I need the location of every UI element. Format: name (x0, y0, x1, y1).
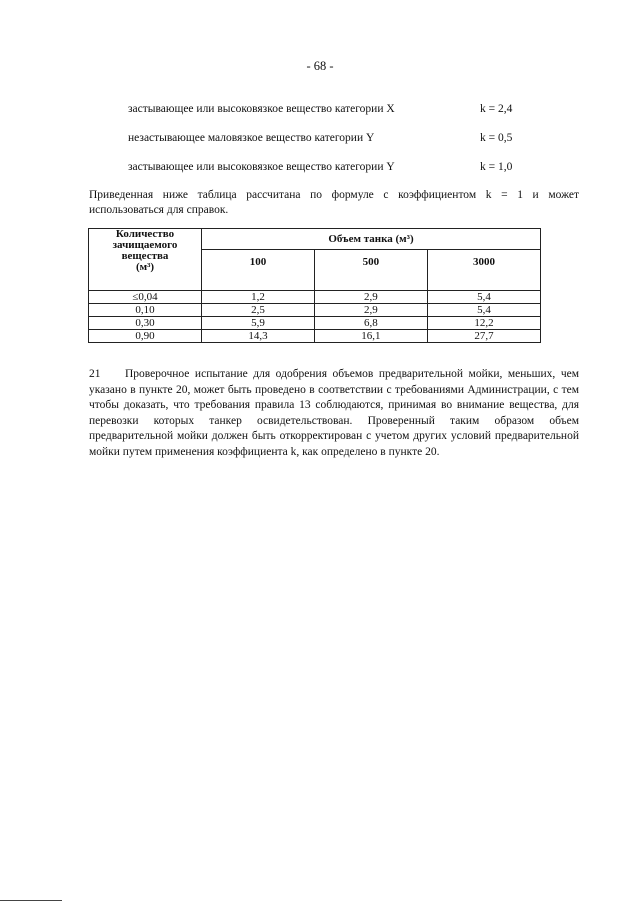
tank-size-header: 500 (314, 250, 427, 291)
qty-header: Количество зачищаемого вещества (м³) (89, 229, 202, 291)
table-row (89, 317, 541, 330)
table-row (89, 304, 541, 317)
k-line-substance: незастывающее маловязкое вещество категории Y (128, 132, 375, 144)
value-cell: 16,1 (314, 330, 427, 343)
k-line-substance: застывающее или высоковязкое вещество категории Y (128, 161, 395, 173)
value-cell: 2,5 (202, 304, 315, 317)
value-cell: 6,8 (314, 317, 427, 330)
value-cell: 2,9 (314, 291, 427, 304)
intro-line-2: использоваться для справок. (89, 204, 229, 216)
value-cell: 12,2 (427, 317, 540, 330)
tank-size-header: 3000 (427, 250, 540, 291)
qty-cell: 0,90 (89, 330, 202, 343)
k-line-substance: застывающее или высоковязкое вещество категории X (128, 103, 395, 115)
tank-size-header: 100 (202, 250, 315, 291)
tank-volume-header: Объем танка (м³) (202, 229, 541, 250)
footnote-rule (0, 900, 62, 901)
k-line-value: k = 0,5 (480, 132, 513, 144)
value-cell: 2,9 (314, 304, 427, 317)
page-number: - 68 - (306, 59, 334, 73)
qty-cell: ≤0,04 (89, 291, 202, 304)
value-cell: 14,3 (202, 330, 315, 343)
prewash-volume-table (88, 228, 541, 343)
k-line-value: k = 1,0 (480, 161, 513, 173)
value-cell: 5,9 (202, 317, 315, 330)
paragraph-text: Проверочное испытание для одобрения объемов предварительной мойки, меньших, чем указано в пункте 20, может быть проведено в соответствии с требованиями Администрации, с тем чтобы доказать, что требования правила 13 соблюдаются, принимая во внимание вещества, для перевозки которых танкер освидетельствован. Проверенный таким образом объем предварительной мойки должен быть откорректирован с учетом других условий предварительной мойки путем применения коэффициента k, как определено в пункте 20. (89, 368, 579, 458)
value-cell: 27,7 (427, 330, 540, 343)
intro-line-1: Приведенная ниже таблица рассчитана по формуле с коэффициентом k = 1 и может (89, 189, 579, 201)
qty-cell: 0,30 (89, 317, 202, 330)
qty-cell: 0,10 (89, 304, 202, 317)
table-row (89, 330, 541, 343)
paragraph-21 (89, 367, 579, 460)
table-row (89, 291, 541, 304)
intro-text (89, 188, 579, 218)
value-cell: 5,4 (427, 291, 540, 304)
k-line-value: k = 2,4 (480, 103, 513, 115)
value-cell: 5,4 (427, 304, 540, 317)
paragraph-number: 21 (89, 368, 101, 380)
value-cell: 1,2 (202, 291, 315, 304)
